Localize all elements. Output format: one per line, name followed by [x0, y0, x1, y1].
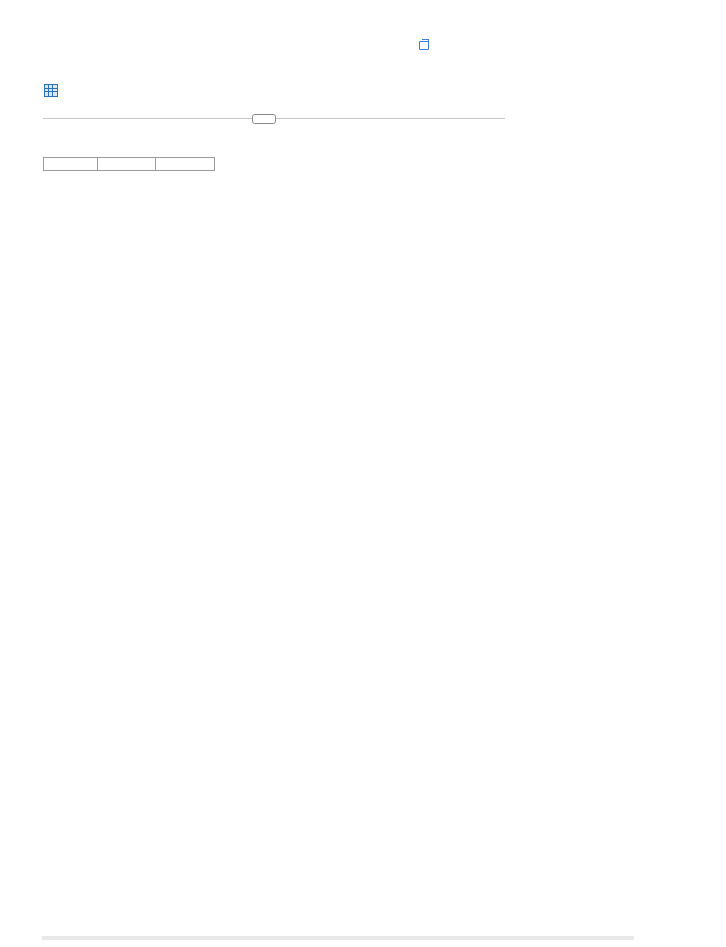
horizontal-scrollbar[interactable]: [42, 936, 634, 940]
copy-icon[interactable]: [419, 41, 429, 50]
table-icon[interactable]: [44, 84, 58, 97]
knn-header-distance: [98, 158, 156, 171]
knn-header-classification: [156, 158, 215, 171]
knn-answer-table: [43, 157, 215, 171]
knn-header-k: [44, 158, 98, 171]
expand-more-button[interactable]: [252, 114, 276, 124]
